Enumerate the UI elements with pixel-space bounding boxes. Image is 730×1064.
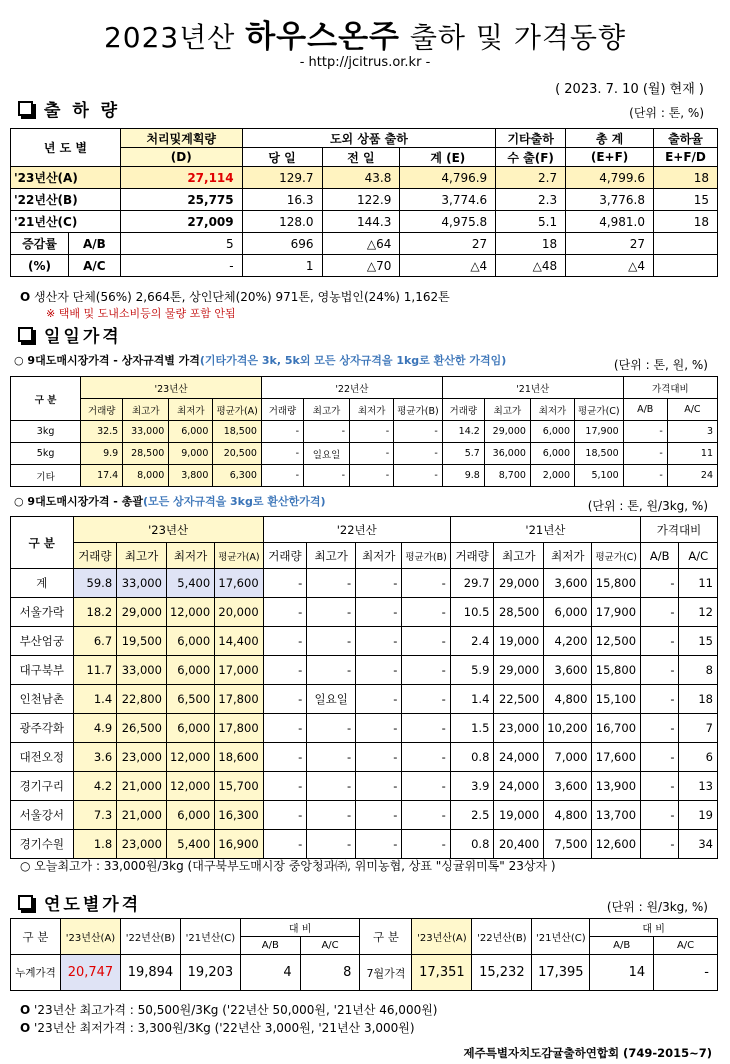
table-cell: - [356, 598, 402, 627]
row-label: 대전오정 [11, 743, 74, 772]
table-cell: 29,000 [494, 569, 544, 598]
table-cell: - [641, 569, 679, 598]
table-cell: 6,000 [166, 801, 214, 830]
table-cell: 23,000 [117, 830, 167, 859]
table-row [11, 598, 718, 627]
row-label: 3kg [11, 421, 81, 443]
table-cell: 23,000 [117, 743, 167, 772]
table-cell: 1.5 [450, 714, 494, 743]
table-row: '21년산(C) 27,009 128.0 144.3 4,975.8 5.1 4,981.0 18 [11, 211, 718, 233]
table-cell: 8,700 [484, 465, 530, 487]
table-cell: 7 [679, 714, 718, 743]
row-label: 부산엄궁 [11, 627, 74, 656]
header-other: 기타출하 [496, 129, 566, 148]
table-cell: 12,600 [592, 830, 641, 859]
table-cell: 19,000 [494, 627, 544, 656]
table-cell: 59.8 [73, 569, 117, 598]
table-cell: - [402, 569, 450, 598]
header-plan-d: (D) [120, 148, 242, 167]
table-cell: 17,900 [575, 421, 624, 443]
row-label: 서울강서 [11, 801, 74, 830]
header-out: 도외 상품 출하 [242, 129, 496, 148]
table-cell: 1.8 [73, 830, 117, 859]
table-cell: - [402, 685, 450, 714]
table-cell: 18.2 [73, 598, 117, 627]
as-of-date: ( 2023. 7. 10 (월) 현재 ) [555, 82, 704, 97]
table-cell: 19 [679, 801, 718, 830]
table-cell: - [307, 830, 356, 859]
table-cell: 6,500 [166, 685, 214, 714]
table-cell: 12,000 [166, 743, 214, 772]
table-cell: 15,800 [592, 656, 641, 685]
table-cell: - [356, 801, 402, 830]
row-label: 계 [11, 569, 74, 598]
section-yearly-title: 연도별가격 [44, 895, 142, 915]
table-cell: - [263, 569, 307, 598]
table-cell: 13,700 [592, 801, 641, 830]
table-cell: 22,800 [117, 685, 167, 714]
table-cell: - [356, 714, 402, 743]
table-cell: - [263, 772, 307, 801]
table-cell: 1.4 [450, 685, 494, 714]
table-row [11, 830, 718, 859]
bullet-circle-icon: O [20, 1003, 31, 1017]
table-cell: 17.4 [81, 465, 123, 487]
table-cell: 12 [679, 598, 718, 627]
table-cell: 10.5 [450, 598, 494, 627]
table-cell: 17,800 [215, 714, 263, 743]
table-cell: - [263, 830, 307, 859]
page-title [0, 20, 730, 55]
table-row [11, 465, 718, 487]
table-cell: - [307, 714, 356, 743]
table-row [11, 656, 718, 685]
daily-unit-1: (단위 : 톤, 원, %) [613, 358, 708, 372]
table-cell: 3,600 [544, 772, 592, 801]
table-cell: 17,600 [215, 569, 263, 598]
table-cell: - [641, 714, 679, 743]
table-cell: 15,100 [592, 685, 641, 714]
table-cell: - [307, 569, 356, 598]
table-cell: 16,900 [215, 830, 263, 859]
table-cell: 14.2 [442, 421, 484, 443]
table-cell: - [261, 443, 303, 465]
footer-org: 제주특별자치도감귤출하연합회 (749-2015~7) [463, 1046, 712, 1060]
header-day: 당 일 [242, 148, 322, 167]
bullet-circle-icon: O [20, 1021, 31, 1035]
table-cell: 15 [679, 627, 718, 656]
table-cell: - [402, 743, 450, 772]
table-cell: 24 [667, 465, 717, 487]
table-cell: - [350, 465, 394, 487]
table-cell: 19,500 [117, 627, 167, 656]
section-shipment-heading [18, 96, 120, 121]
table-cell: 32.5 [81, 421, 123, 443]
table-cell: 17,800 [215, 685, 263, 714]
table-cell: - [641, 656, 679, 685]
price-summary-table: 구 분 '23년산 '22년산 '21년산 가격대비 거래량 최고가 최저가 평균가(A) 거래량 최고가 최저가 평균가(B) 거래량 최고가 최저가 평균가(C) A/B A/C 계 59.8 33,000 5,400 17,600 - - - - 29.7 29,000 3,600 15,800 - 11 서울가락 18.2 29,000 12,000 20,000 - - - - 10.5 28,500 6,000 17,900 - 12 부산엄궁 6.7 19,500 6,000 14,400 - - - - 2.4 19,000 4,200 12,500 - 15 대구북부 11.7 33,000 6,000 17,000 - - - - 5.9 29,000 3,600 15,800 - 8 인천남촌 1.4 22,800 6,500 17,800 - 일요일 - - 1.4 22,500 4,800 15,100 - 18 광주각화 4.9 26,500 6,000 17,800 - - - - 1.5 23,000 10,200 16,700 - 7 대전오정 3.6 23,000 12,000 18,600 - - - - 0.8 24,000 7,000 17,600 - 6 경기구리 4.2 21,000 12,000 15,700 - - - - 3.9 24,000 3,600 13,900 - 13 서울강서 7.3 21,000 6,000 16,300 - - - - 2.5 19,000 4,800 13,700 - 19 경기수원 1.8 23,000 5,400 16,900 - - - - 0.8 20,400 7,500 12,600 - 34 [10, 516, 718, 859]
table-cell: 20,000 [215, 598, 263, 627]
header-efd: E+F/D [654, 148, 718, 167]
table-cell: 7.3 [73, 801, 117, 830]
row-label: 5kg [11, 443, 81, 465]
table-cell: - [307, 656, 356, 685]
table-row: '23년산(A) 27,114 129.7 43.8 4,796.9 2.7 4,799.6 18 [11, 167, 718, 189]
table-cell: 0.8 [450, 743, 494, 772]
header-sum: 계 (E) [400, 148, 496, 167]
table-cell: - [263, 656, 307, 685]
table-cell: 3 [667, 421, 717, 443]
table-cell: - [307, 801, 356, 830]
daily-subtitle-1: ○ 9대도매시장가격 - 상자규격별 가격(기타가격은 3k, 5k외 모든 상자규격을 1kg로 환산한 가격임) [14, 354, 507, 367]
table-row [11, 714, 718, 743]
table-cell: 20,400 [494, 830, 544, 859]
table-cell: - [402, 772, 450, 801]
table-cell: 33,000 [117, 656, 167, 685]
table-cell: - [623, 421, 667, 443]
table-cell: 6 [679, 743, 718, 772]
table-cell: - [641, 801, 679, 830]
header-year: 년 도 별 [11, 129, 121, 167]
row-label: 인천남촌 [11, 685, 74, 714]
table-cell: - [261, 465, 303, 487]
table-cell: 16,700 [592, 714, 641, 743]
table-cell: - [356, 656, 402, 685]
table-cell: 2.5 [450, 801, 494, 830]
table-cell: - [263, 685, 307, 714]
table-cell: 21,000 [117, 772, 167, 801]
table-cell: - [641, 772, 679, 801]
section-daily-heading [18, 322, 122, 347]
today-max-note: ○ 오늘최고가 : 33,000원/3kg (대구북부도매시장 중앙청과㈜, 위미농협, 상표 "싱귤위미톡" 23상자 ) [20, 859, 556, 873]
header-plan: 처리및계획량 [120, 129, 242, 148]
table-cell: 29.7 [450, 569, 494, 598]
table-row [11, 569, 718, 598]
table-cell: - [641, 685, 679, 714]
table-cell: - [356, 627, 402, 656]
table-cell: 28,500 [494, 598, 544, 627]
table-cell: 0.8 [450, 830, 494, 859]
table-cell: 5.9 [450, 656, 494, 685]
table-cell: 3.9 [450, 772, 494, 801]
table-cell: - [261, 421, 303, 443]
table-cell: - [623, 443, 667, 465]
table-cell: - [304, 465, 350, 487]
table-cell: - [623, 465, 667, 487]
table-cell: - [641, 598, 679, 627]
table-cell: 23,000 [494, 714, 544, 743]
table-cell: 17,600 [592, 743, 641, 772]
table-cell: - [394, 443, 443, 465]
table-cell: 3,600 [544, 656, 592, 685]
table-cell: 9.8 [442, 465, 484, 487]
table-cell: 4,800 [544, 685, 592, 714]
table-cell: 5,100 [575, 465, 624, 487]
table-cell: 5,400 [166, 569, 214, 598]
table-row [11, 443, 718, 465]
table-row [11, 685, 718, 714]
table-row [11, 801, 718, 830]
table-row [11, 772, 718, 801]
table-cell: - [263, 627, 307, 656]
table-cell: 18 [679, 685, 718, 714]
table-cell: 12,500 [592, 627, 641, 656]
shipment-note-2: ※ 택배 및 도내소비등의 물량 포함 안됨 [46, 307, 236, 320]
row-label: 광주각화 [11, 714, 74, 743]
table-cell: 4.2 [73, 772, 117, 801]
table-cell: - [350, 421, 394, 443]
table-cell: 8 [679, 656, 718, 685]
table-cell: 6.7 [73, 627, 117, 656]
table-cell: - [350, 443, 394, 465]
table-cell: 13 [679, 772, 718, 801]
table-cell: - [263, 801, 307, 830]
table-cell: 11 [679, 569, 718, 598]
checkbox-square-icon [18, 895, 33, 910]
table-cell: 21,000 [117, 801, 167, 830]
table-cell: 6,000 [544, 598, 592, 627]
table-cell: 10,200 [544, 714, 592, 743]
table-cell: 2,000 [530, 465, 574, 487]
table-cell: 33,000 [117, 569, 167, 598]
header-prev: 전 일 [322, 148, 400, 167]
table-cell: 7,000 [544, 743, 592, 772]
table-row [11, 627, 718, 656]
daily-unit-2: (단위 : 톤, 원/3kg, %) [587, 499, 708, 513]
table-cell: 17,000 [215, 656, 263, 685]
table-cell: - [641, 830, 679, 859]
table-cell: - [402, 598, 450, 627]
table-cell: 12,000 [166, 598, 214, 627]
table-cell: 3,800 [169, 465, 213, 487]
table-row: 증감률 A/B 5 696 △64 27 18 27 [11, 233, 718, 255]
table-cell: 24,000 [494, 772, 544, 801]
price-by-box-table: 구 분 '23년산 '22년산 '21년산 가격대비 거래량 최고가 최저가 평균가(A) 거래량 최고가 최저가 평균가(B) 거래량 최고가 최저가 평균가(C) A/B A/C 3kg 32.5 33,000 6,000 18,500 - - - - 14.2 29,000 6,000 17,900 - 3 5kg 9.9 28,500 9,000 20,500 - 일요일 - - 5.7 36,000 6,000 18,500 - 11 기타 17.4 8,000 3,800 6,300 - - - - 9.8 8,700 2,000 5,100 - 24 [10, 376, 718, 487]
table-cell: - [394, 421, 443, 443]
table-cell: 3,600 [544, 569, 592, 598]
table-cell: 9.9 [81, 443, 123, 465]
table-cell: - [307, 743, 356, 772]
table-row [11, 743, 718, 772]
table-cell: 18,600 [215, 743, 263, 772]
header-rate: 출하율 [654, 129, 718, 148]
table-cell: - [356, 830, 402, 859]
table-row: 누계가격 20,747 19,894 19,203 4 8 7월가격 17,351 15,232 17,395 14 - [11, 955, 718, 991]
table-cell: 12,000 [166, 772, 214, 801]
table-row: '22년산(B) 25,775 16.3 122.9 3,774.6 2.3 3,776.8 15 [11, 189, 718, 211]
table-cell: 1.4 [73, 685, 117, 714]
table-cell: 6,300 [213, 465, 262, 487]
table-cell: 6,000 [530, 443, 574, 465]
title-prefix: 2023년산 [103, 21, 236, 54]
table-cell: - [356, 685, 402, 714]
header-total: 총 계 [566, 129, 654, 148]
table-cell: 4.9 [73, 714, 117, 743]
table-cell: 26,500 [117, 714, 167, 743]
yearly-price-table: 구 분 '23년산(A) '22년산(B) '21년산(C) 대 비 구 분 '23년산(A) '22년산(B) '21년산(C) 대 비 A/B A/C A/B A/C 누계가격 20,747 19,894 19,203 4 8 7월가격 17,351 15,232 17,395 14 - [10, 918, 718, 991]
bullet-circle-icon: O [20, 290, 31, 304]
table-cell: 13,900 [592, 772, 641, 801]
table-cell: 18,500 [213, 421, 262, 443]
table-cell: - [356, 743, 402, 772]
row-label: 서울가락 [11, 598, 74, 627]
table-cell: 22,500 [494, 685, 544, 714]
section-shipment-title: 출 하 량 [44, 101, 121, 121]
table-row [11, 421, 718, 443]
table-cell: - [356, 772, 402, 801]
table-cell: 9,000 [169, 443, 213, 465]
table-cell: 11 [667, 443, 717, 465]
table-cell: 5.7 [442, 443, 484, 465]
table-cell: - [402, 656, 450, 685]
section-yearly-heading [18, 890, 141, 915]
section-daily-title: 일일가격 [44, 327, 122, 347]
table-cell: 29,000 [484, 421, 530, 443]
table-cell: 2.4 [450, 627, 494, 656]
table-cell: - [641, 743, 679, 772]
checkbox-square-icon [18, 327, 33, 342]
table-cell: - [307, 598, 356, 627]
row-label: 기타 [11, 465, 81, 487]
table-cell: - [356, 569, 402, 598]
header-export: 수 출(F) [496, 148, 566, 167]
table-cell: - [402, 714, 450, 743]
table-cell: 6,000 [166, 656, 214, 685]
table-cell: 15,800 [592, 569, 641, 598]
table-cell: 3.6 [73, 743, 117, 772]
table-cell: 28,500 [123, 443, 169, 465]
table-cell: 11.7 [73, 656, 117, 685]
yearly-min-note: O '23년산 최저가격 : 3,300원/3Kg ('22년산 3,000원, '21년산 3,000원) [20, 1021, 415, 1035]
table-cell: 4,800 [544, 801, 592, 830]
table-cell: - [263, 598, 307, 627]
table-cell: 6,000 [530, 421, 574, 443]
table-cell: - [263, 714, 307, 743]
table-cell: 19,000 [494, 801, 544, 830]
shipment-table [10, 128, 718, 277]
row-label: 경기구리 [11, 772, 74, 801]
table-cell: 36,000 [484, 443, 530, 465]
table-cell: - [304, 421, 350, 443]
table-cell: 16,300 [215, 801, 263, 830]
table-cell: - [307, 627, 356, 656]
table-cell: 6,000 [169, 421, 213, 443]
title-main: 하우스온주 [245, 19, 400, 55]
table-cell: 24,000 [494, 743, 544, 772]
daily-subtitle-2: ○ 9대도매시장가격 - 총괄(모든 상자규격을 3kg로 환산한가격) [14, 495, 326, 508]
yearly-unit: (단위 : 원/3kg, %) [606, 900, 708, 914]
checkbox-square-icon [18, 101, 33, 116]
table-cell: 4,200 [544, 627, 592, 656]
table-cell: - [402, 801, 450, 830]
table-cell: 8,000 [123, 465, 169, 487]
table-cell: 33,000 [123, 421, 169, 443]
table-cell: 29,000 [117, 598, 167, 627]
table-cell: 15,700 [215, 772, 263, 801]
table-row: (%) A/C - 1 △70 △4 △48 △4 [11, 255, 718, 277]
header-ef: (E+F) [566, 148, 654, 167]
table-cell: 14,400 [215, 627, 263, 656]
table-cell: 18,500 [575, 443, 624, 465]
title-suffix: 출하 및 가격동향 [409, 21, 627, 54]
table-cell: 20,500 [213, 443, 262, 465]
table-cell: - [641, 627, 679, 656]
table-cell: 5,400 [166, 830, 214, 859]
row-label: 대구북부 [11, 656, 74, 685]
table-cell: 7,500 [544, 830, 592, 859]
table-cell: 6,000 [166, 714, 214, 743]
table-cell: - [402, 627, 450, 656]
table-cell: 6,000 [166, 627, 214, 656]
table-cell: 일요일 [307, 685, 356, 714]
table-cell: - [263, 743, 307, 772]
yearly-max-note: O '23년산 최고가격 : 50,500원/3Kg ('22년산 50,000원, '21년산 46,000원) [20, 1003, 438, 1017]
table-cell: 34 [679, 830, 718, 859]
table-cell: 29,000 [494, 656, 544, 685]
site-url: - http://jcitrus.or.kr - [299, 55, 431, 70]
table-cell: - [402, 830, 450, 859]
shipment-unit: (단위 : 톤, %) [629, 106, 704, 120]
row-label: 경기수원 [11, 830, 74, 859]
table-cell: - [394, 465, 443, 487]
shipment-note: O 생산자 단체(56%) 2,664톤, 상인단체(20%) 971톤, 영농법인(24%) 1,162톤 [20, 290, 450, 304]
table-cell: 17,900 [592, 598, 641, 627]
table-cell: - [307, 772, 356, 801]
table-cell: 일요일 [304, 443, 350, 465]
